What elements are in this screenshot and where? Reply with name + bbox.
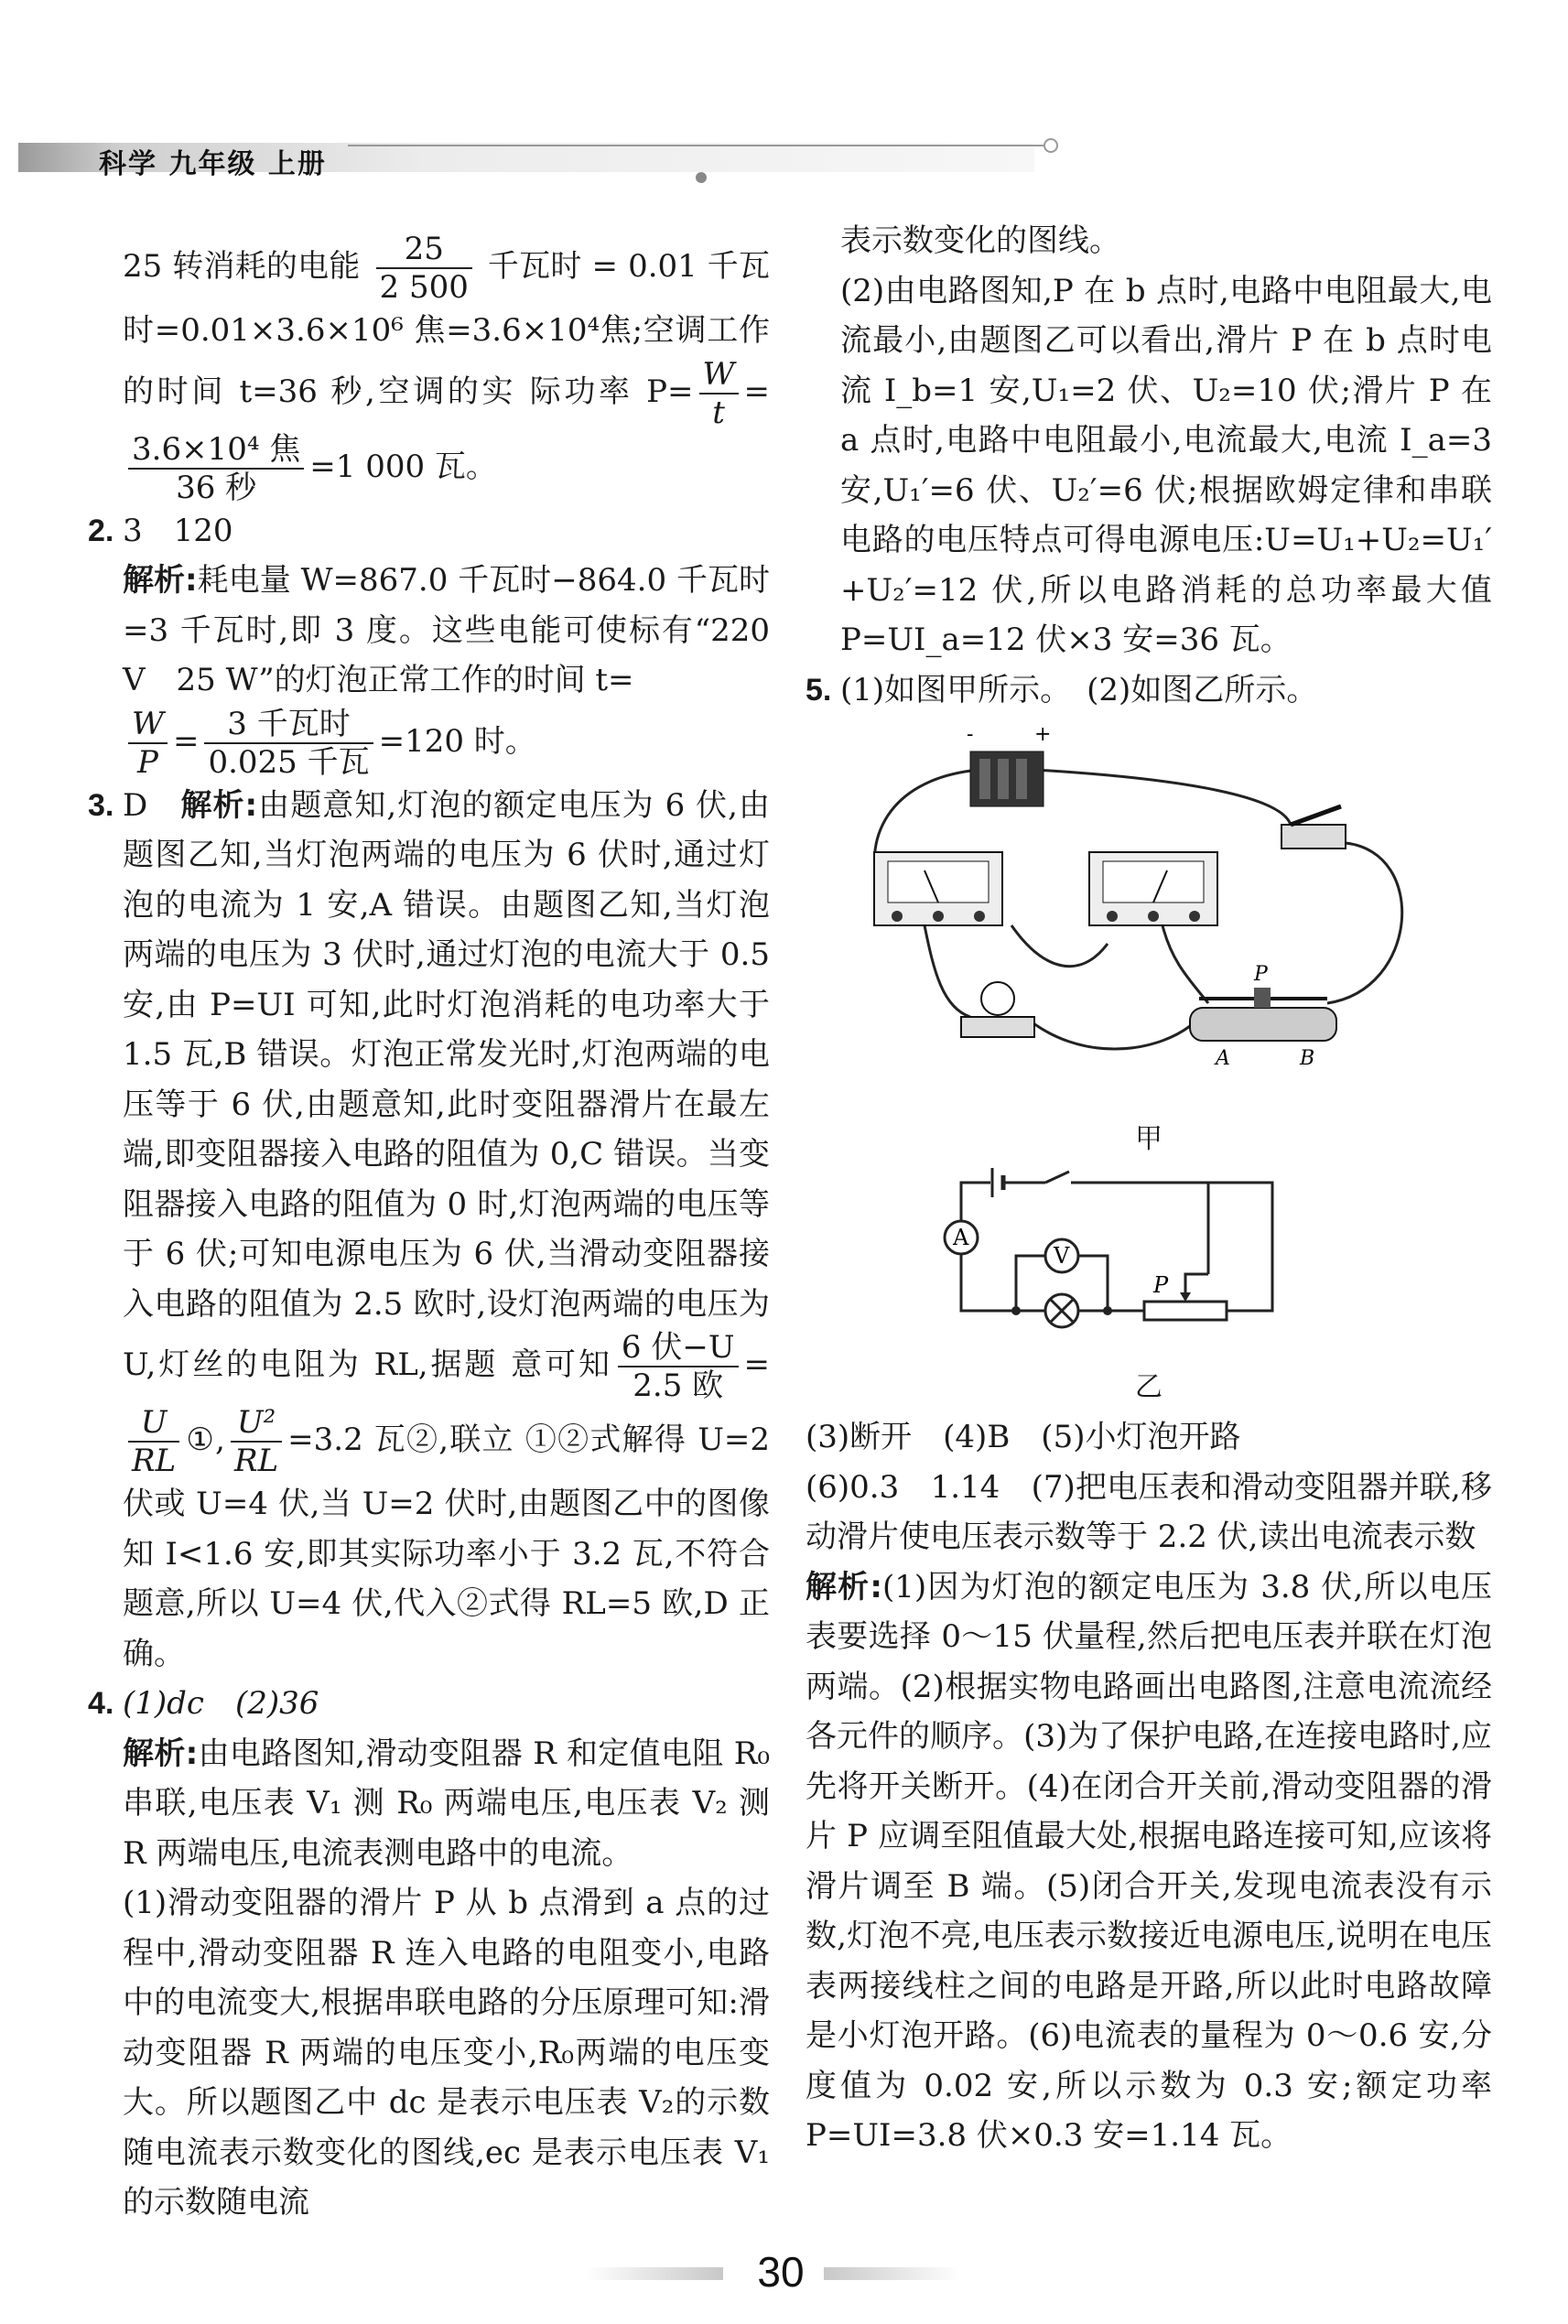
wire bbox=[1162, 925, 1208, 1003]
question-number: 3. bbox=[88, 787, 114, 823]
junction bbox=[1011, 1306, 1021, 1315]
wire bbox=[1025, 1017, 1190, 1049]
text: 意可知 bbox=[511, 1346, 612, 1383]
denominator: 2 500 bbox=[379, 269, 469, 306]
analysis-label: 解析: bbox=[123, 1735, 199, 1772]
wire bbox=[925, 925, 970, 1017]
page-footer bbox=[0, 2247, 1568, 2302]
rheostat-symbol bbox=[1144, 1302, 1227, 1320]
wire bbox=[1327, 843, 1402, 1003]
analysis-text: 由电路图知,滑动变阻器 R 和定值电阻 R₀ 串联,电压表 V₁ 测 R₀ 两端电压,电压表 V₂ 测 R 两端电压,电流表测电路中的电流。 bbox=[123, 1735, 770, 1872]
numerator: 6 伏−U bbox=[618, 1329, 739, 1367]
wire bbox=[961, 1183, 1071, 1238]
header-title: 科学 九年级 上册 bbox=[99, 148, 327, 180]
numerator: 3.6×10⁴ 焦 bbox=[128, 431, 304, 470]
question-number: 2. bbox=[88, 513, 114, 548]
answer-2: 2. 3 120 解析:耗电量 W=867.0 千瓦时−864.0 千瓦时=3 千瓦时,即 3 度。这些电能可使标有“220 V 25 W”的灯泡正常工作的时间 t= $\frac{W}{P}$ = $\frac{\text{3 千瓦时}}{\text{0.025 千瓦}}$ =120 时。 bbox=[88, 506, 770, 781]
text: 际功率 P= bbox=[529, 373, 694, 410]
text: (6)0.3 1.14 (7)把电压表和滑动变阻器并联,移动滑片使电压表示数等于 2.2 伏,读出电流表示数 bbox=[806, 1468, 1492, 1555]
light-bulb-icon bbox=[961, 982, 1034, 1037]
switch-icon bbox=[1281, 806, 1346, 849]
answer-4-continuation bbox=[806, 216, 1492, 665]
footer-ornament-left bbox=[586, 2267, 723, 2280]
answer: D bbox=[123, 786, 148, 824]
text: =1 000 瓦。 bbox=[309, 448, 497, 485]
text: 0.01 千瓦时=0.01×3.6×10⁶ 焦=3.6×10⁴焦;空调工作的时间 t=36 秒,空调的实 bbox=[123, 248, 770, 410]
question-number: 5. bbox=[806, 672, 832, 708]
numerator: W bbox=[128, 706, 168, 744]
battery-plus-label: + bbox=[1034, 723, 1052, 746]
ammeter-label: A bbox=[953, 1225, 969, 1250]
denominator: RL bbox=[233, 1443, 279, 1479]
fraction bbox=[128, 431, 304, 506]
fraction bbox=[204, 706, 373, 781]
answer-3: 3. D 解析:由题意知,灯泡的额定电压为 6 伏,由题图乙知,当灯泡两端的电压为 6 伏时,通过灯泡的电流为 1 安,A 错误。由题图乙知,当灯泡两端的电压为 3 伏时,通过灯泡的电流大于 0.5 安,由 P=UI 可知,此时灯泡消耗的电功率大于 1.5 瓦,B 错误。灯泡正常发光时,灯泡两端的电压等于 6 伏,由题意知,此时变阻器滑片在最左端,即变阻器接入电路的阻值为 0,C 错误。当变阻器接入电路的阻值为 0 时,灯泡两端的电压等于 6 伏;可知电源电压为 6 伏,当滑动变阻器接入电路的阻值为 2.5 欧时,设灯泡两端的电压为 U,灯丝的电阻为 RL,据题 意可知 $\frac{\text{6 伏−U}}{\text{2.5 欧}}$ = $\frac{U}{RL}$ ①, $\frac{\text{U²}}{RL}$ =3.2 瓦②,联立 ①②式解得 U=2 伏或 U=4 伏,当 U=2 伏时,由题图乙中的图像知 I<1.6 安,即其实际功率小于 3.2 瓦,不符合题意,所以 U=4 伏,代入②式得 RL=5 欧,D 正确。 bbox=[88, 781, 770, 1680]
denominator: 2.5 欧 bbox=[633, 1367, 724, 1404]
denominator: RL bbox=[132, 1443, 177, 1479]
voltmeter-label: V bbox=[1054, 1243, 1070, 1269]
slider-label: P bbox=[1153, 1272, 1169, 1298]
page-number: 30 bbox=[757, 2248, 805, 2296]
numerator: W bbox=[699, 356, 739, 395]
page-header bbox=[18, 137, 1044, 181]
analysis-text: 耗电量 W=867.0 千瓦时−864.0 千瓦时=3 千瓦时,即 3 度。这些电能可使标有“220 V 25 W”的灯泡正常工作的时间 t= bbox=[123, 562, 770, 698]
header-ring-ornament bbox=[1044, 138, 1058, 153]
figure-caption-jia: 甲 bbox=[1135, 1122, 1162, 1155]
answer-4 bbox=[88, 1679, 770, 2228]
text: 25 转消耗的电能 bbox=[123, 248, 371, 285]
rheostat-slider-label: P bbox=[1254, 963, 1268, 986]
rheostat-terminal-a-label: A bbox=[1216, 1047, 1230, 1070]
denominator: 36 秒 bbox=[176, 469, 257, 506]
right-column bbox=[806, 216, 1492, 2161]
wire bbox=[1011, 925, 1108, 967]
physical-circuit-figure bbox=[806, 715, 1492, 1164]
fraction bbox=[618, 1329, 739, 1404]
text: (3)断开 (4)B (5)小灯泡开路 bbox=[806, 1419, 1241, 1455]
text: ①, bbox=[185, 1421, 225, 1458]
fraction bbox=[128, 706, 168, 781]
analysis-text: (1)因为灯泡的额定电压为 3.8 伏,所以电压表要选择 0～15 伏量程,然后把电压表并联在灯泡两端。(2)根据实物电路画出电路图,注意电流流经各元件的顺序。(3)为了保护电路,在连接电路时,应先将开关断开。(4)在闭合开关前,滑动变阻器的滑片 P 应调至阻值最大处,根据电路连接可知,应该将滑片调至 B 端。(5)闭合开关,发现电流表没有示数,灯泡不亮,电压表示数接近电源电压,说明在电压表两接线柱之间的电路是开路,所以此时电路故障是小灯泡开路。(6)电流表的量程为 0～0.6 安,分度值为 0.02 安,所以示数为 0.3 安;额定功率 P=UI=3.8 伏×0.3 安=1.14 瓦。 bbox=[806, 1568, 1492, 2154]
answer-5-parts bbox=[806, 1412, 1492, 2161]
question-number: 4. bbox=[88, 1686, 114, 1721]
rheostat-terminal-b-label: B bbox=[1300, 1047, 1315, 1070]
figure-caption-yi: 乙 bbox=[1135, 1370, 1162, 1403]
answer: 3 120 bbox=[123, 512, 233, 549]
rheostat-icon bbox=[1190, 988, 1336, 1041]
header-rule bbox=[348, 145, 1044, 146]
analysis-text: ①②式解得 U=2 伏或 U=4 伏,当 U=2 伏时,由题图乙中的图像知 I<1.6 安,即其实际功率小于 3.2 瓦,不符合题意,所以 U=4 伏,代入②式得 RL=5 欧,D 正确。 bbox=[123, 1421, 770, 1672]
analysis-label: 解析: bbox=[180, 786, 258, 824]
junction bbox=[1103, 1306, 1112, 1315]
ammeter-icon bbox=[874, 852, 1002, 925]
header-dot-ornament bbox=[696, 172, 707, 183]
fraction bbox=[699, 356, 739, 431]
fraction bbox=[128, 1404, 179, 1479]
analysis-label: 解析: bbox=[123, 562, 198, 599]
analysis-label: 解析: bbox=[806, 1568, 882, 1605]
slider-arrow bbox=[1185, 1274, 1208, 1300]
wire bbox=[1208, 1183, 1272, 1311]
circuit-schematic bbox=[806, 1164, 1492, 1347]
footer-ornament-right bbox=[824, 2267, 961, 2280]
wire bbox=[1034, 770, 1291, 825]
text: =3.2 瓦②,联立 bbox=[287, 1421, 514, 1458]
wire bbox=[1078, 1256, 1108, 1311]
text: =120 时。 bbox=[378, 722, 536, 760]
answer-1-continuation: 25 转消耗的电能 $\frac{25}{2 500}$ 千瓦时 = 0.01 千瓦时=0.01×3.6×10⁶ 焦=3.6×10⁴焦;空调工作的时间 t=36 秒,空调的实 际功率 P= $\frac{W}{t}$ = $\frac{\text{3.6×10⁴ 焦}}{\text{36 秒}}$ =1 000 瓦。 bbox=[123, 231, 770, 506]
denominator: 0.025 千瓦 bbox=[208, 743, 370, 781]
battery-minus-label: - bbox=[967, 723, 974, 746]
answer-5 bbox=[806, 665, 1492, 716]
denominator: P bbox=[137, 743, 158, 781]
answer: (1)如图甲所示。 (2)如图乙所示。 bbox=[840, 671, 1318, 708]
fraction bbox=[376, 231, 472, 306]
battery-icon bbox=[970, 751, 1044, 806]
numerator: U bbox=[128, 1404, 179, 1443]
text: (2)由电路图知,P 在 b 点时,电路中电阻最大,电流最小,由题图乙可以看出,滑片 P 在 b 点时电流 I_b=1 安,U₁=2 伏、U₂=10 伏;滑片 P 在 a 点时,电路中电阻最小,电流最大,电流 I_a=3 安,U₁′=6 伏、U₂′=6 伏;根据欧姆定律和串联电路的电压特点可得电源电压:U=U₁+U₂=U₁′+U₂′=12 伏,所以电路消耗的总功率最大值 P=UI_a=12 伏×3 安=36 瓦。 bbox=[840, 272, 1492, 658]
analysis-text: (1)滑动变阻器的滑片 P 从 b 点滑到 a 点的过程中,滑动变阻器 R 连入电路的电阻变小,电路中的电流变大,根据串联电路的分压原理可知:滑动变阻器 R 两端的电压变小,R₀两端的电压变大。所以题图乙中 dc 是表示电压表 V₂的示数随电流表示数变化的图线,ec 是表示电压表 V₁ 的示数随电流 bbox=[123, 1885, 770, 2221]
numerator: U² bbox=[231, 1404, 282, 1443]
analysis-text: 由题意知,灯泡的额定电压为 6 伏,由题图乙知,当灯泡两端的电压为 6 伏时,通过灯泡的电流为 1 安,A 错误。由题图乙知,当灯泡两端的电压为 3 伏时,通过灯泡的电流大于 0.5 安,由 P=UI 可知,此时灯泡消耗的电功率大于 1.5 瓦,B 错误。灯泡正常发光时,灯泡两端的电压等于 6 伏,由题意知,此时变阻器滑片在最左端,即变阻器接入电路的阻值为 0,C 错误。当变阻器接入电路的阻值为 0 时,灯泡两端的电压等于 6 伏;可知电源电压为 6 伏,当滑动变阻器接入电路的阻值为 2.5 欧时,设灯泡两端的电压为 U,灯丝的电阻为 RL,据题 bbox=[123, 786, 770, 1383]
circuit-diagram-figure bbox=[806, 1164, 1492, 1412]
physical-circuit-drawing bbox=[806, 715, 1492, 1099]
numerator: 3 千瓦时 bbox=[204, 706, 373, 744]
answer: (1)dc (2)36 bbox=[123, 1685, 319, 1722]
left-column bbox=[88, 231, 770, 2228]
text: 表示数变化的图线。 bbox=[840, 222, 1120, 259]
numerator: 25 bbox=[376, 231, 472, 269]
wire bbox=[1016, 1256, 1045, 1311]
fraction bbox=[231, 1404, 282, 1479]
denominator: t bbox=[712, 394, 725, 431]
voltmeter-icon bbox=[1089, 852, 1217, 925]
text: 千瓦时 = bbox=[477, 248, 619, 285]
